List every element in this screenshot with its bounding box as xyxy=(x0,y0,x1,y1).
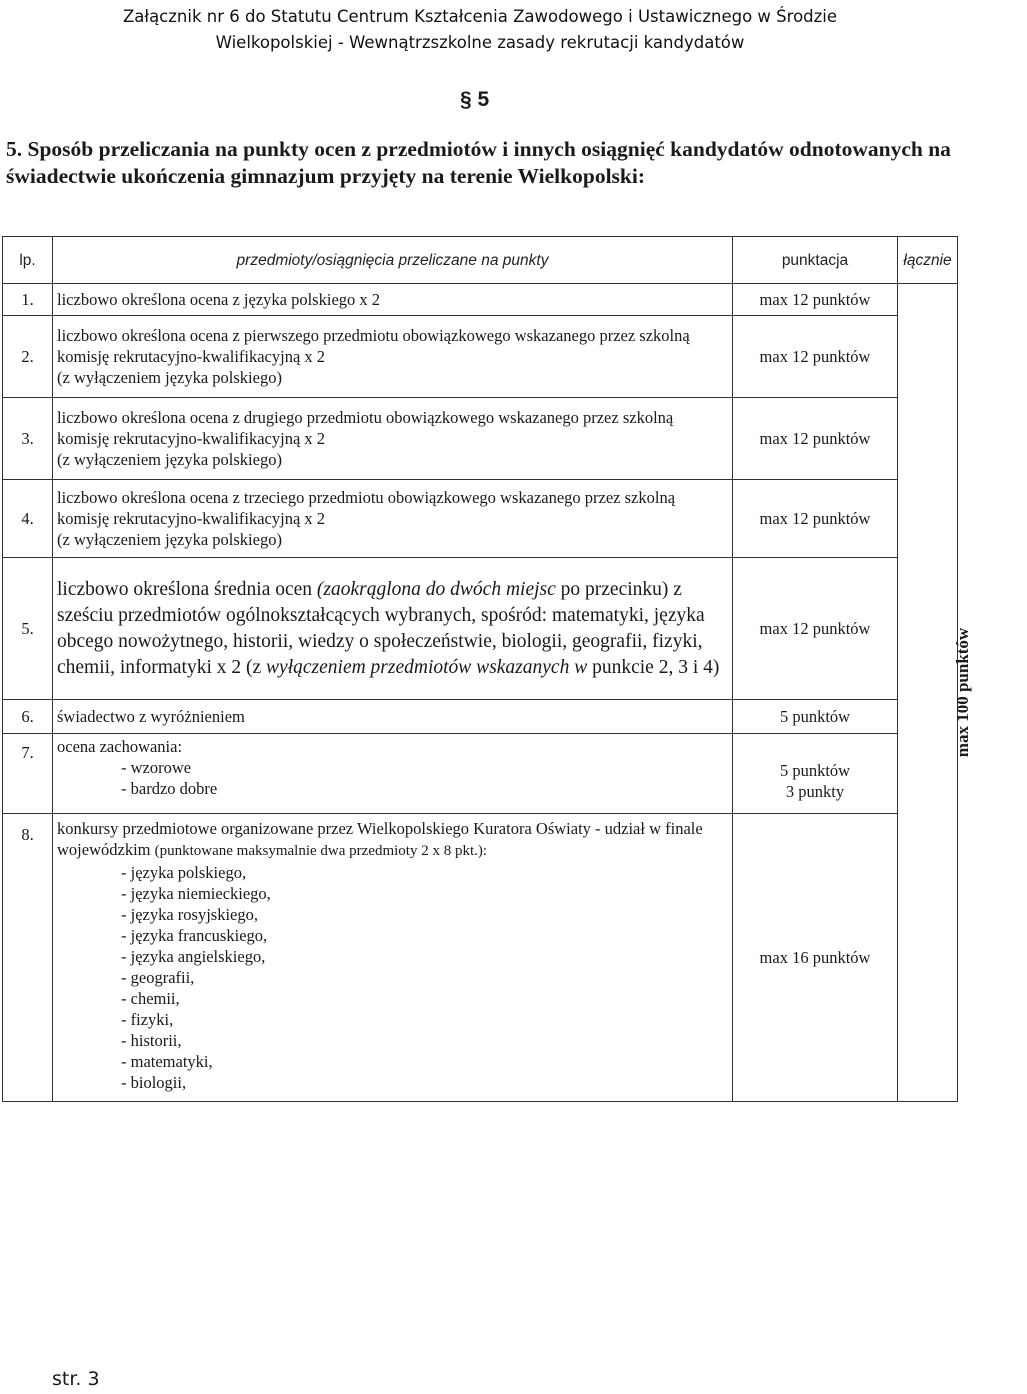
row-5-desc xyxy=(53,558,733,700)
row-8-desc-note: (punktowane maksymalnie dwa przedmioty 2 x 8 pkt.): xyxy=(154,843,488,859)
table-row xyxy=(3,558,958,700)
col-header-lp: lp. xyxy=(3,237,53,284)
row-3-points: max 12 punktów xyxy=(733,398,898,480)
row-2-desc-main: liczbowo określona ocena z pierwszego przedmiotu obowiązkowego wskazanego przez szkolną komisję rekrutacyjno-kwalifikacyjną x 2 xyxy=(57,326,690,366)
total-value: max 100 punktów xyxy=(953,627,973,758)
row-8-lp: 8. xyxy=(3,814,53,1102)
contest-subject-item: - geografii, xyxy=(121,968,195,987)
section-heading: 5. Sposób przeliczania na punkty ocen z przedmiotów i innych osiągnięć kandydatów odnotowanych na świadectwie ukończenia gimnazjum przyjęty na terenie Wielkopolski: xyxy=(6,137,951,188)
row-3-desc xyxy=(53,398,733,480)
row-7-sub-1: - wzorowe xyxy=(121,758,192,777)
row-6-desc: świadectwo z wyróżnieniem xyxy=(53,700,733,734)
row-1-lp: 1. xyxy=(3,284,53,316)
row-7-lp: 7. xyxy=(3,734,53,814)
row-2-lp: 2. xyxy=(3,316,53,398)
table-row xyxy=(3,284,958,316)
row-5-points: max 12 punktów xyxy=(733,558,898,700)
row-4-desc-main: liczbowo określona ocena z trzeciego przedmiotu obowiązkowego wskazanego przez szkolną komisję rekrutacyjno-kwalifikacyjną x 2 xyxy=(57,488,676,528)
col-header-points: punktacja xyxy=(733,237,898,284)
row-5-desc-b: (zaokrąglona do dwóch miejsc xyxy=(316,578,556,600)
row-5-desc-a: liczbowo określona średnia ocen xyxy=(57,578,313,600)
row-2-desc-note: (z wyłączeniem języka polskiego) xyxy=(57,368,282,387)
row-7-desc-main: ocena zachowania: xyxy=(57,737,183,756)
row-4-lp: 4. xyxy=(3,480,53,558)
row-4-desc-note: (z wyłączeniem języka polskiego) xyxy=(57,530,282,549)
contest-subject-item: - fizyki, xyxy=(121,1010,174,1029)
row-5-desc-c: po przecinku) z sześciu przedmiotów ogólnokształcących wybranych, spośród: matematyki, języka obcego nowożytnego, historii, wiedzy o społeczeństwie, biologii, geografii, fizyki, chemii, informatyki x 2 xyxy=(57,578,705,678)
row-3-desc-main: liczbowo określona ocena z drugiego przedmiotu obowiązkowego wskazanego przez szkolną komisję rekrutacyjno-kwalifikacyjną x 2 xyxy=(57,408,674,448)
header-line-1: Załącznik nr 6 do Statutu Centrum Kształcenia Zawodowego i Ustawicznego w Środzie xyxy=(122,7,838,26)
section-number: § 5 xyxy=(460,88,490,111)
row-4-points: max 12 punktów xyxy=(733,480,898,558)
row-8-desc xyxy=(53,814,733,1102)
contest-subject-item: - języka polskiego, xyxy=(121,863,247,882)
row-2-points: max 12 punktów xyxy=(733,316,898,398)
contest-subject-item: - języka angielskiego, xyxy=(121,947,266,966)
col-header-subject: przedmioty/osiągnięcia przeliczane na punkty xyxy=(53,237,733,284)
document-header xyxy=(0,4,960,56)
col-header-total: łącznie xyxy=(898,237,958,284)
row-7-points-1: 5 punktów xyxy=(779,760,851,780)
row-5-desc-d: (z xyxy=(246,656,262,678)
row-3-desc-note: (z wyłączeniem języka polskiego) xyxy=(57,450,282,469)
contest-subject-item: - matematyki, xyxy=(121,1052,213,1071)
row-6-lp: 6. xyxy=(3,700,53,734)
table-row xyxy=(3,316,958,398)
row-7-points-2: 3 punkty xyxy=(785,781,845,801)
row-7-sub-2: - bardzo dobre xyxy=(121,779,218,798)
contest-subject-item: - biologii, xyxy=(121,1073,187,1092)
row-5-desc-f: punkcie 2, 3 i 4) xyxy=(592,656,720,678)
total-cell xyxy=(898,284,973,1102)
page-number: str. 3 xyxy=(52,1368,100,1390)
row-6-points: 5 punktów xyxy=(733,700,898,734)
row-5-lp: 5. xyxy=(3,558,53,700)
table-row xyxy=(3,398,958,480)
row-3-lp: 3. xyxy=(3,398,53,480)
row-8-subject-list xyxy=(57,862,726,1093)
row-1-points: max 12 punktów xyxy=(733,284,898,316)
contest-subject-item: - języka niemieckiego, xyxy=(121,884,271,903)
row-7-points xyxy=(733,734,898,814)
row-8-desc-main: konkursy przedmiotowe organizowane przez Wielkopolskiego Kuratora Oświaty - udział w finale wojewódzkim xyxy=(57,819,703,859)
row-4-desc xyxy=(53,480,733,558)
row-5-desc-e: wyłączeniem przedmiotów wskazanych w xyxy=(266,656,588,678)
row-1-desc: liczbowo określona ocena z języka polskiego x 2 xyxy=(53,284,733,316)
row-8-points: max 16 punktów xyxy=(733,814,898,1102)
table-row xyxy=(3,480,958,558)
points-table xyxy=(2,236,973,1102)
table-row xyxy=(3,814,958,1102)
contest-subject-item: - historii, xyxy=(121,1031,182,1050)
contest-subject-item: - języka rosyjskiego, xyxy=(121,905,259,924)
table-row xyxy=(3,734,958,814)
contest-subject-item: - chemii, xyxy=(121,989,180,1008)
row-2-desc xyxy=(53,316,733,398)
row-7-desc xyxy=(53,734,733,814)
contest-subject-item: - języka francuskiego, xyxy=(121,926,268,945)
table-row xyxy=(3,700,958,734)
table-header-row xyxy=(3,237,958,284)
header-line-2: Wielkopolskiej - Wewnątrzszkolne zasady rekrutacji kandydatów xyxy=(215,33,745,52)
